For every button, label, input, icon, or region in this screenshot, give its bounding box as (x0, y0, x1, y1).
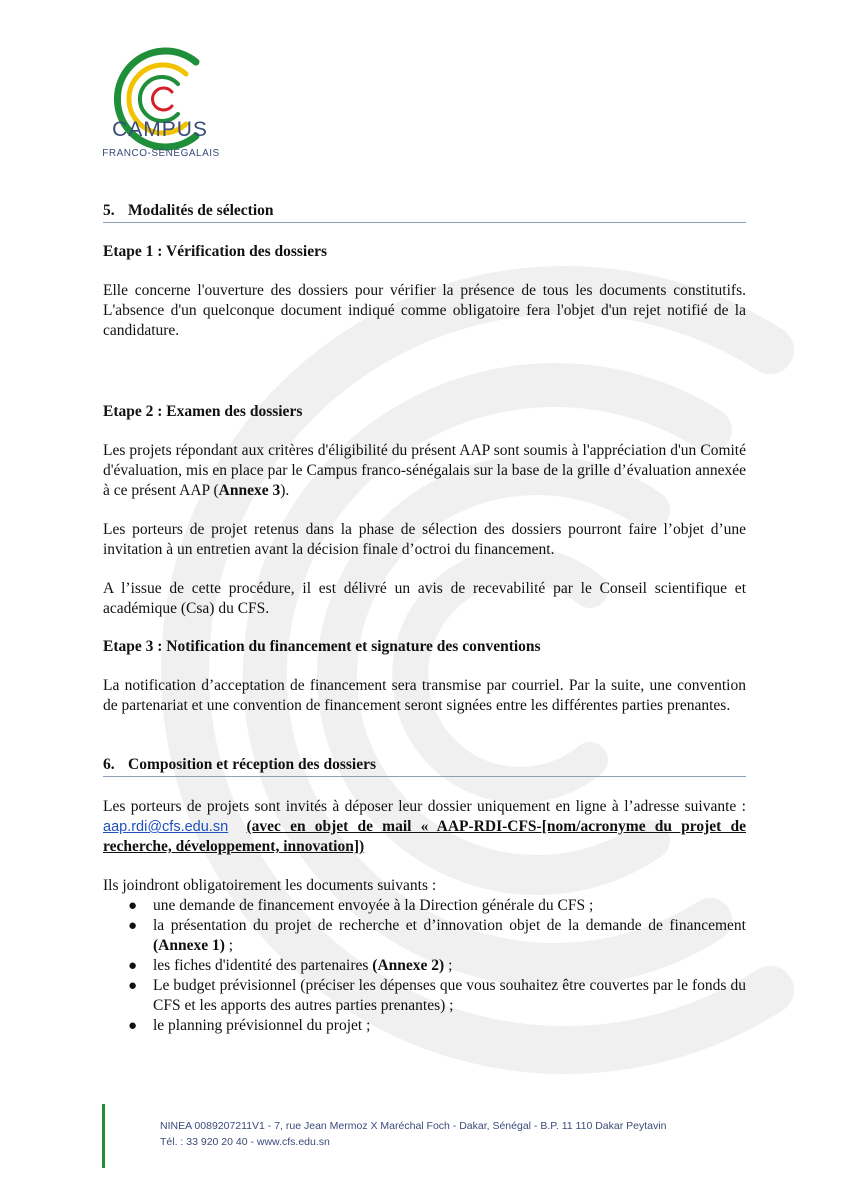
list-item-end: ; (444, 957, 453, 974)
list-item-text: une demande de financement envoyée à la Direction générale du CFS ; (153, 897, 594, 914)
list-item-end: ; (224, 937, 234, 954)
main-content (103, 200, 746, 1036)
bullet-icon: ● (128, 958, 138, 974)
list-intro: Ils joindront obligatoirement les documents suivants : (103, 877, 437, 894)
etape-3-text: La notification d’acceptation de financement sera transmise par courriel. Par la suite, une convention de partenariat et une convention de financement seront signées entre les différentes parties prenantes. (103, 677, 746, 714)
etape-2-p1-end: ). (280, 482, 290, 499)
etape-2-paragraph-3: A l’issue de cette procédure, il est délivré un avis de recevabilité par le Conseil scientifique et académique (Csa) du CFS. (103, 580, 746, 617)
list-item (103, 1016, 746, 1036)
documents-list (103, 896, 746, 1036)
list-item-text: les fiches d'identité des partenaires (153, 957, 373, 974)
section-5-heading (103, 202, 746, 223)
section-5-title: Modalités de sélection (128, 202, 274, 219)
list-item-text: Le budget prévisionnel (préciser les dépenses que vous souhaitez être couvertes par le fonds du CFS et les apports des autres parties prenantes) ; (153, 977, 746, 1014)
footer-address: NINEA 0089207211V1 - 7, rue Jean Mermoz X Maréchal Foch - Dakar, Sénégal - B.P. 11 110 Dakar Peytavin (160, 1120, 667, 1132)
etape-3-title: Etape 3 : Notification du financement et signature des conventions (103, 638, 541, 655)
list-item (103, 916, 746, 956)
annexe-1-ref: (Annexe 1) (153, 937, 225, 954)
annexe-3-ref: Annexe 3 (218, 482, 281, 499)
footer (160, 1118, 780, 1150)
etape-2-paragraph-1 (103, 441, 746, 501)
section-6-number: 6. (103, 756, 115, 773)
footer-accent-bar (102, 1104, 105, 1168)
logo-wordmark: CAMPUS (112, 118, 208, 141)
logo-subtitle: FRANCO-SÉNÉGALAIS (102, 148, 220, 159)
etape-2-title: Etape 2 : Examen des dossiers (103, 403, 303, 420)
list-item-text: la présentation du projet de recherche et d’innovation objet de la demande de financement (153, 917, 746, 934)
section-6-intro (103, 797, 746, 857)
bullet-icon: ● (128, 1018, 138, 1034)
list-item (103, 956, 746, 976)
section-5-number: 5. (103, 202, 115, 219)
list-item-text: le planning prévisionnel du projet ; (153, 1017, 371, 1034)
etape-1-text: Elle concerne l'ouverture des dossiers pour vérifier la présence de tous les documents constitutifs. L'absence d'un quelconque document indiqué comme obligatoire fera l'objet d'un rejet notifié de la candidature. (103, 282, 746, 339)
footer-contact: Tél. : 33 920 20 40 - www.cfs.edu.sn (160, 1136, 330, 1148)
list-item (103, 896, 746, 916)
etape-2-paragraph-2: Les porteurs de projet retenus dans la phase de sélection des dossiers pourront faire l’objet d’une invitation à un entretien avant la décision finale d’octroi du financement. (103, 521, 746, 558)
section-6-intro-text: Les porteurs de projets sont invités à déposer leur dossier uniquement en ligne à l’adresse suivante : (103, 798, 746, 815)
etape-2-p1-text: Les projets répondant aux critères d'éligibilité du présent AAP sont soumis à l'appréciation d'un Comité d'évaluation, mis en place par le Campus franco-sénégalais sur la base de la grille d’évaluation annexée à ce présent AAP ( (103, 442, 746, 499)
bullet-icon: ● (128, 978, 138, 994)
etape-1-title: Etape 1 : Vérification des dossiers (103, 243, 328, 260)
mail-subject-instruction: (avec en objet de mail « AAP-RDI-CFS-[nom/acronyme du projet de recherche, développement, innovation]) (103, 818, 747, 855)
section-6-heading (103, 756, 746, 777)
bullet-icon: ● (128, 918, 138, 934)
section-6-title: Composition et réception des dossiers (128, 756, 376, 773)
list-item (103, 976, 746, 1016)
annexe-2-ref: (Annexe 2) (372, 957, 445, 974)
email-link[interactable]: aap.rdi@cfs.edu.sn (103, 819, 229, 835)
bullet-icon: ● (128, 898, 138, 914)
